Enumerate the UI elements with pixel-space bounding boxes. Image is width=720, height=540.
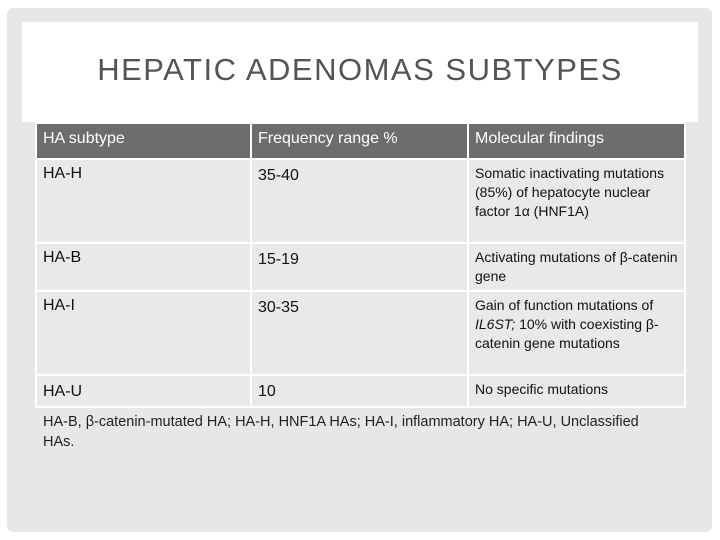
findings-text-post: 10% with coexisting β-catenin gene mutations — [475, 316, 659, 351]
cell-molecular-findings: No specific mutations — [468, 375, 685, 407]
table-row — [36, 159, 685, 243]
table-row — [36, 291, 685, 375]
header-frequency-range: Frequency range % — [251, 123, 468, 159]
slide-title: HEPATIC ADENOMAS SUBTYPES — [97, 52, 623, 87]
table-row — [36, 243, 685, 291]
table-header-row — [36, 123, 685, 159]
cell-frequency: 15-19 — [251, 243, 468, 291]
header-molecular-findings: Molecular findings — [468, 123, 685, 159]
table-row — [36, 375, 685, 407]
cell-molecular-findings — [468, 291, 685, 375]
header-ha-subtype: HA subtype — [36, 123, 251, 159]
subtypes-table — [35, 122, 686, 408]
findings-gene-name: IL6ST; — [475, 316, 516, 332]
cell-subtype: HA-H — [36, 159, 251, 243]
cell-subtype: HA-B — [36, 243, 251, 291]
findings-text-pre: Gain of function mutations of — [475, 297, 654, 313]
cell-subtype: HA-U — [36, 375, 251, 407]
cell-molecular-findings: Activating mutations of β-catenin gene — [468, 243, 685, 291]
footnote: HA-B, β-catenin-mutated HA; HA-H, HNF1A HAs; HA-I, inflammatory HA; HA-U, Unclassified HAs. — [43, 414, 639, 450]
cell-subtype: HA-I — [36, 291, 251, 375]
cell-frequency: 30-35 — [251, 291, 468, 375]
cell-molecular-findings: Somatic inactivating mutations (85%) of hepatocyte nuclear factor 1α (HNF1A) — [468, 159, 685, 243]
cell-frequency: 35-40 — [251, 159, 468, 243]
cell-frequency: 10 — [251, 375, 468, 407]
